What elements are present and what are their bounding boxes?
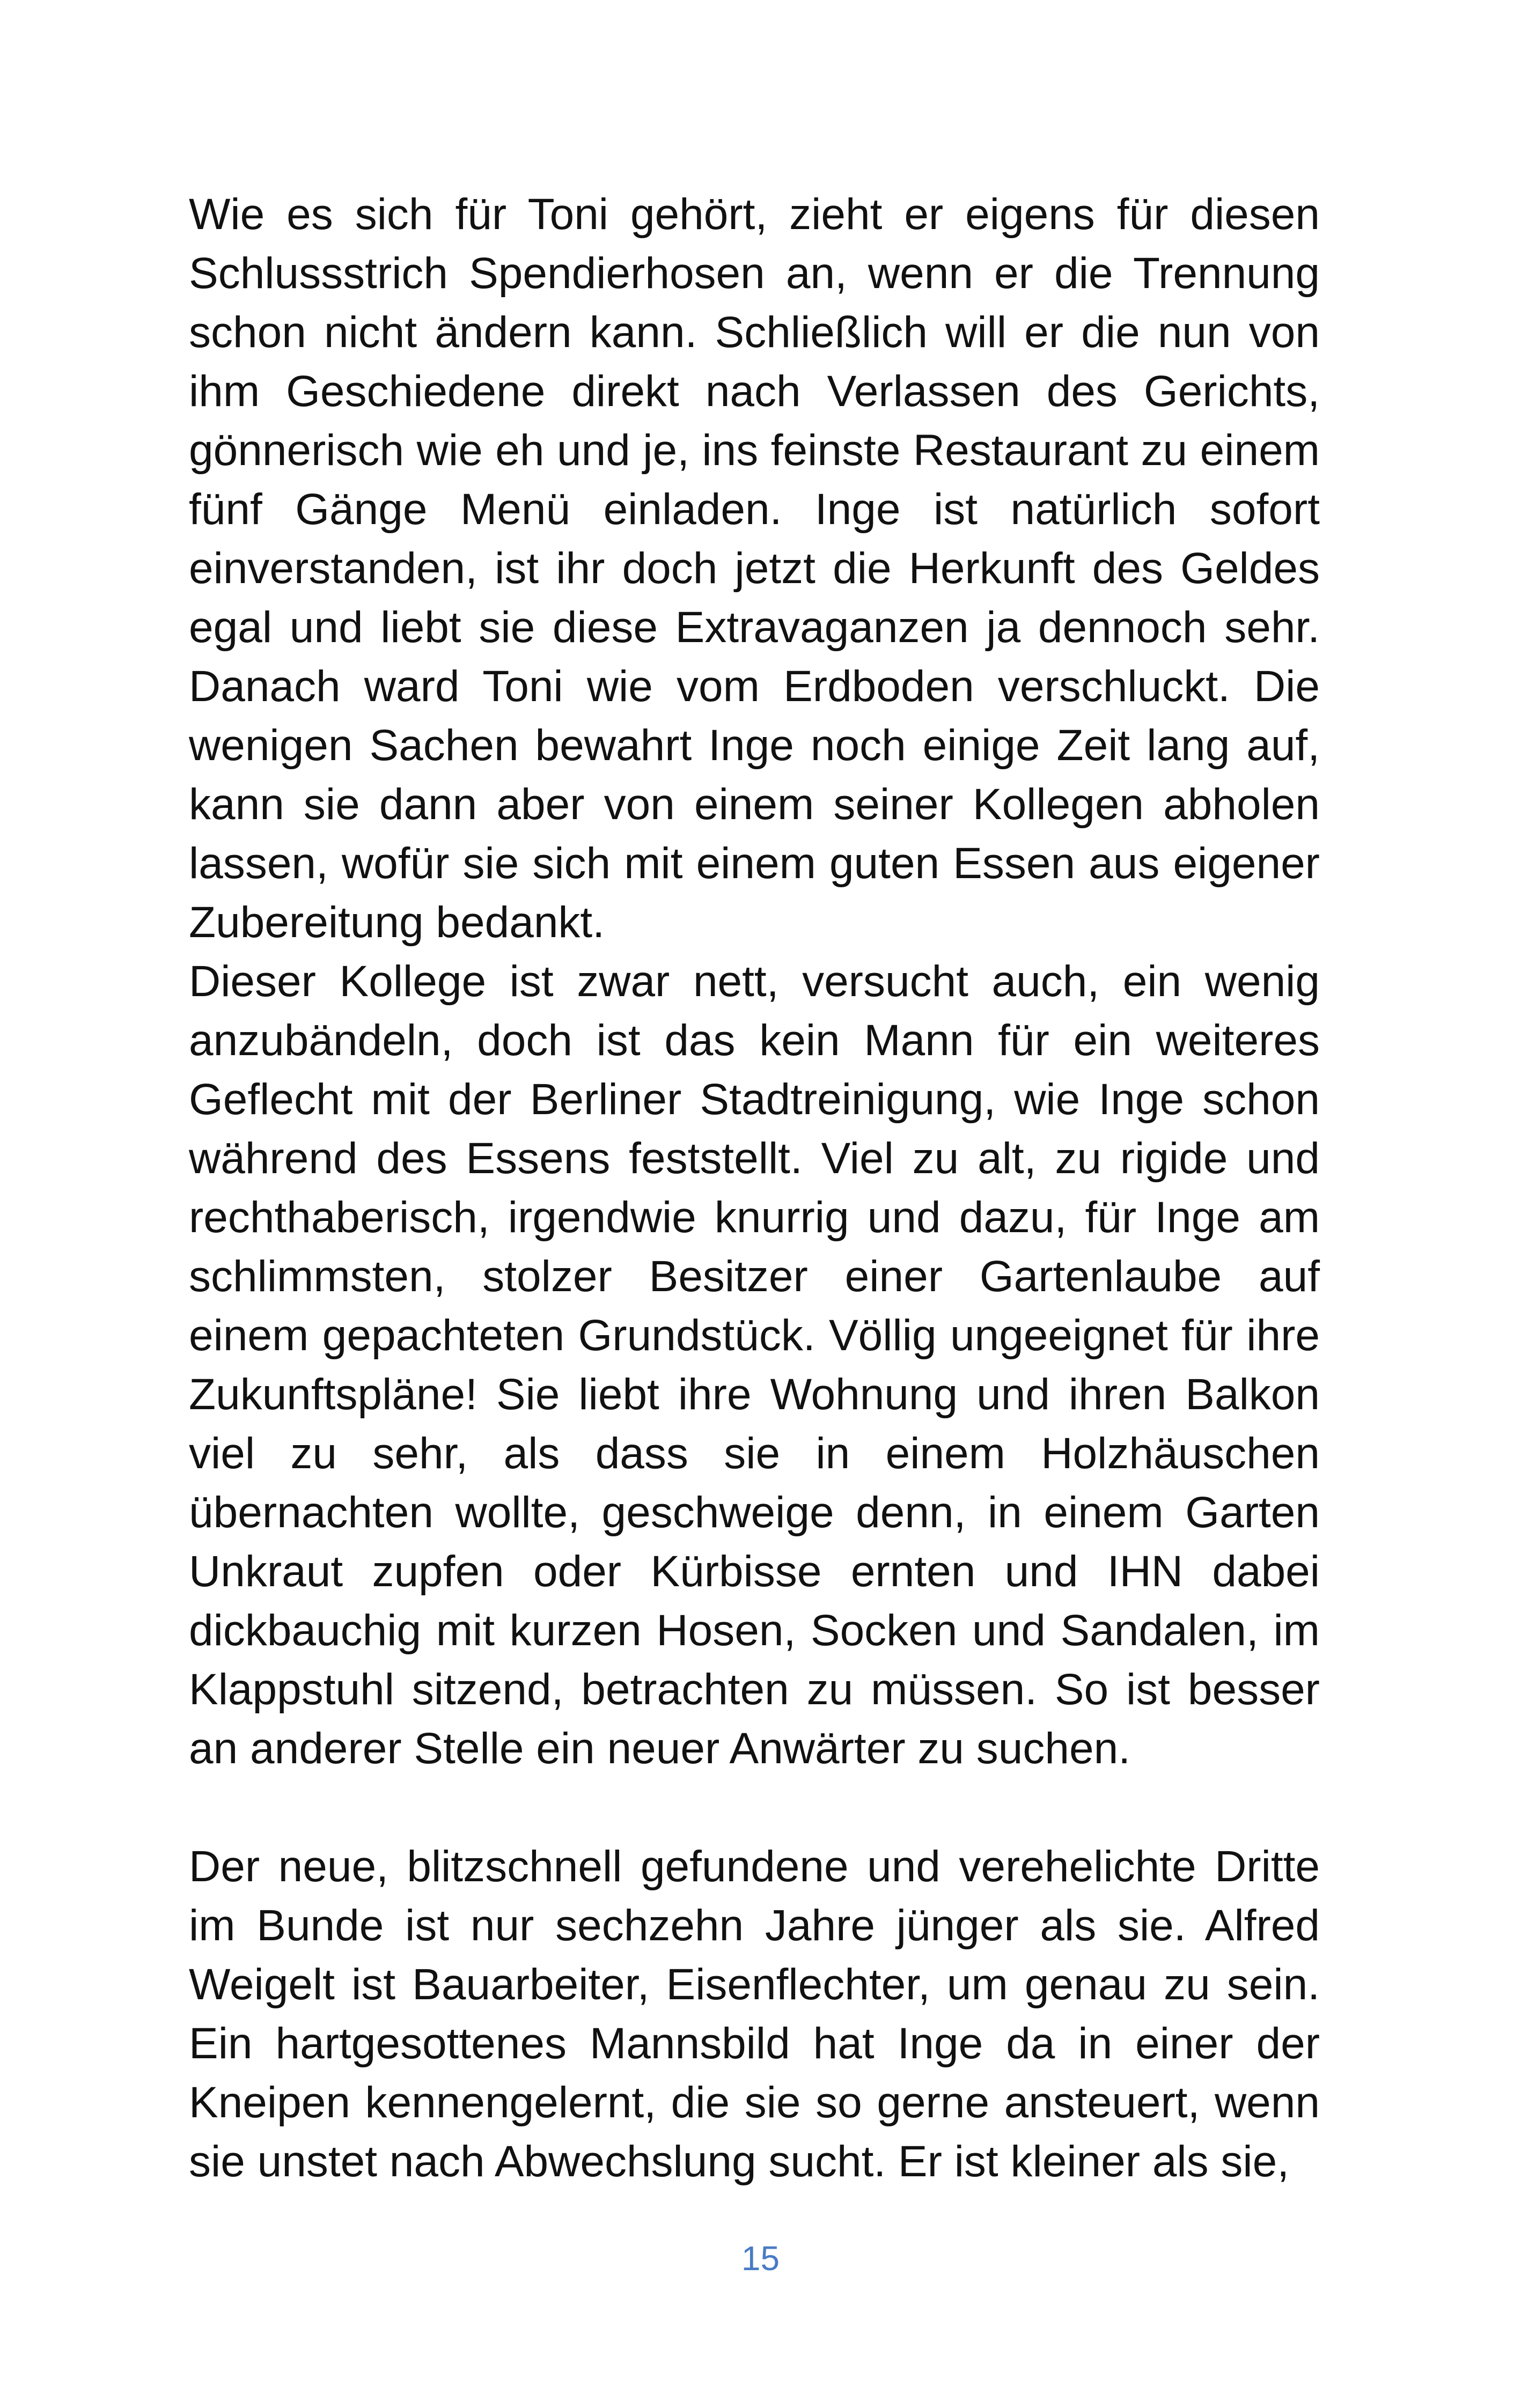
body-text [189,185,1320,2191]
page-number: 15 [741,2239,780,2278]
paragraph-3: Der neue, blitzschnell gefundene und verehelichte Dritte im Bunde ist nur sechzehn Jahre jünger als sie. Alfred Weigelt ist Bauarbeiter, Eisenflechter, um genau zu sein. Ein hartgesottenes Mannsbild hat Inge da in einer der Kneipen kennengelernt, die sie so gerne ansteuert, wenn sie unstet nach Abwechslung sucht. Er ist kleiner als sie, [189,1842,1320,2186]
paragraph-2: Dieser Kollege ist zwar nett, versucht auch, ein wenig anzubändeln, doch ist das kein Mann für ein weiteres Geflecht mit der Berliner Stadtreinigung, wie Inge schon während des Essens feststellt. Viel zu alt, zu rigide und rechthaberisch, irgendwie knurrig und dazu, für Inge am schlimmsten, stolzer Besitzer einer Gartenlaube auf einem gepachteten Grundstück. Völlig ungeeignet für ihre Zukunftspläne! Sie liebt ihre Wohnung und ihren Balkon viel zu sehr, als dass sie in einem Holzhäuschen übernachten wollte, geschweige denn, in einem Garten Unkraut zupfen oder Kürbisse ernten und IHN dabei dickbauchig mit kurzen Hosen, Socken und Sandalen, im Klappstuhl sitzend, betrachten zu müssen. So ist besser an anderer Stelle ein neuer Anwärter zu suchen. [189,957,1320,1773]
paragraph-1: Wie es sich für Toni gehört, zieht er eigens für diesen Schlussstrich Spendierhosen an, wenn er die Trennung schon nicht ändern kann. Schließlich will er die nun von ihm Geschiedene direkt nach Verlassen des Gerichts, gönnerisch wie eh und je, ins feinste Restaurant zu einem fünf Gänge Menü einladen. Inge ist natürlich sofort einverstanden, ist ihr doch jetzt die Herkunft des Geldes egal und liebt sie diese Extravaganzen ja dennoch sehr. Danach ward Toni wie vom Erdboden verschluckt. Die wenigen Sachen bewahrt Inge noch einige Zeit lang auf, kann sie dann aber von einem seiner Kollegen abholen lassen, wofür sie sich mit einem guten Essen aus eigener Zubereitung bedankt. [189,190,1320,947]
